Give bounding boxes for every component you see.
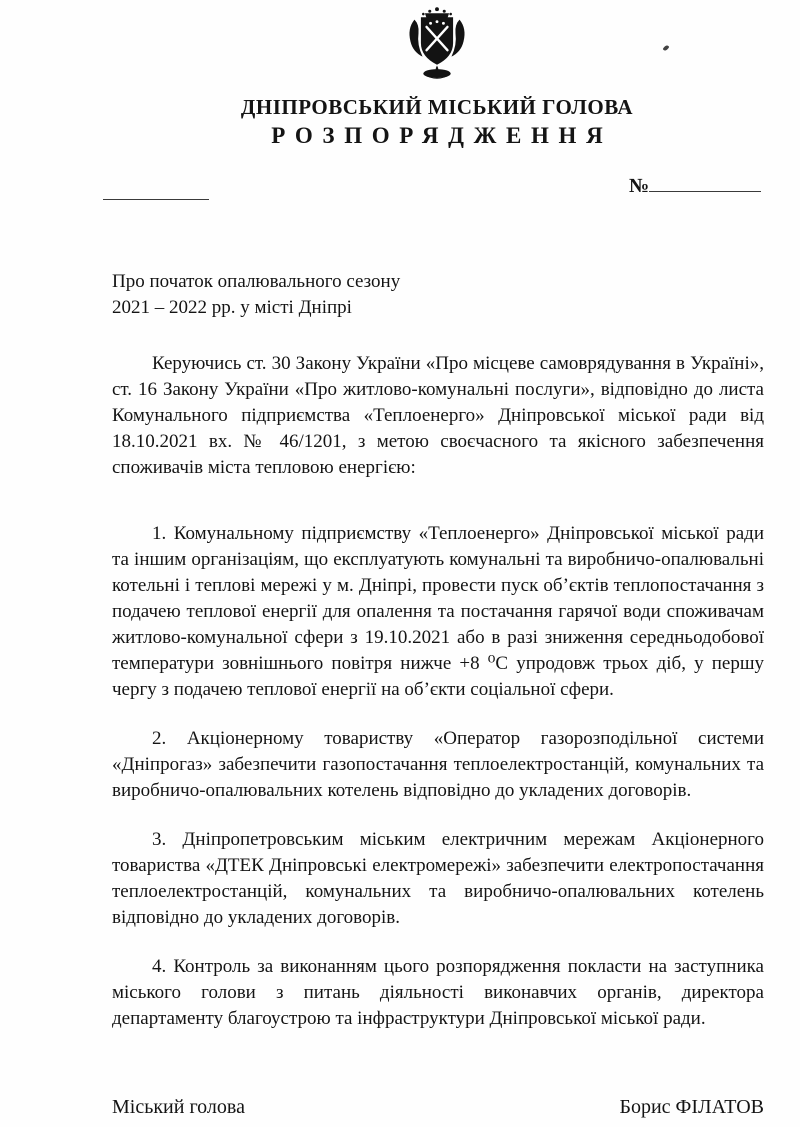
order-item-1: 1. Комунальному підприємству «Теплоенерго» Дніпровської міської ради та іншим організаціям, що експлуатують комунальні та виробничо-опалювальні котельні і теплові мережі у м. Дніпрі, провести пуск об’єктів теплопостачання з подачею теплової енергії для опалення та постачання гарячої води споживачам житлово-комунальної сфери з 19.10.2021 або в разі зниження середньодобової температури зовнішнього повітря нижче +8 ⁰С упродовж трьох діб, у першу чергу з подачею теплової енергії на об’єкти соціальної сфери. <box>112 523 764 700</box>
subject-line-2: 2021 – 2022 рр. у місті Дніпрі <box>112 297 352 318</box>
city-coat-of-arms-icon <box>395 6 479 80</box>
order-item-4: 4. Контроль за виконанням цього розпорядження покласти на заступника міського голови з питань діяльності виконавчих органів, директора департаменту благоустрою та інфраструктури Дніпровської міської ради. <box>112 956 764 1029</box>
document-type-title: РОЗПОРЯДЖЕННЯ <box>271 123 613 148</box>
number-label: № <box>629 175 650 197</box>
number-field <box>629 173 761 198</box>
order-item-3: 3. Дніпропетровським міським електричним мережам Акціонерного товариства «ДТЕК Дніпровські електромережі» забезпечити електропостачання теплоелектростанцій, комунальних та виробничо-опалювальних котелень відповідно до укладених договорів. <box>112 829 764 928</box>
document-header <box>74 0 800 149</box>
signatory-name: Борис ФІЛАТОВ <box>619 1096 764 1118</box>
document-body <box>112 351 764 1032</box>
signature-block <box>112 1096 764 1119</box>
subject-line-1: Про початок опалювального сезону <box>112 271 401 292</box>
reference-line <box>0 173 800 215</box>
date-blank-line <box>103 199 209 200</box>
subject-block <box>112 269 764 321</box>
signatory-position: Міський голова <box>112 1096 245 1118</box>
order-item-2: 2. Акціонерному товариству «Оператор газорозподільної системи «Дніпрогаз» забезпечити газопостачання теплоелектростанцій, комунальних та виробничо-опалювальних котелень відповідно до укладених договорів. <box>112 728 764 801</box>
preamble-paragraph: Керуючись ст. 30 Закону України «Про місцеве самоврядування в Україні», ст. 16 Закону України «Про житлово-комунальні послуги», відповідно до листа Комунального підприємства «Теплоенерго» Дніпровської міської ради від 18.10.2021 вх. № 46/1201, з метою своєчасного та якісного забезпечення споживачів міста тепловою енергією: <box>112 353 764 478</box>
number-blank-line <box>649 173 761 192</box>
issuing-authority-title: ДНІПРОВСЬКИЙ МІСЬКИЙ ГОЛОВА <box>240 95 634 119</box>
